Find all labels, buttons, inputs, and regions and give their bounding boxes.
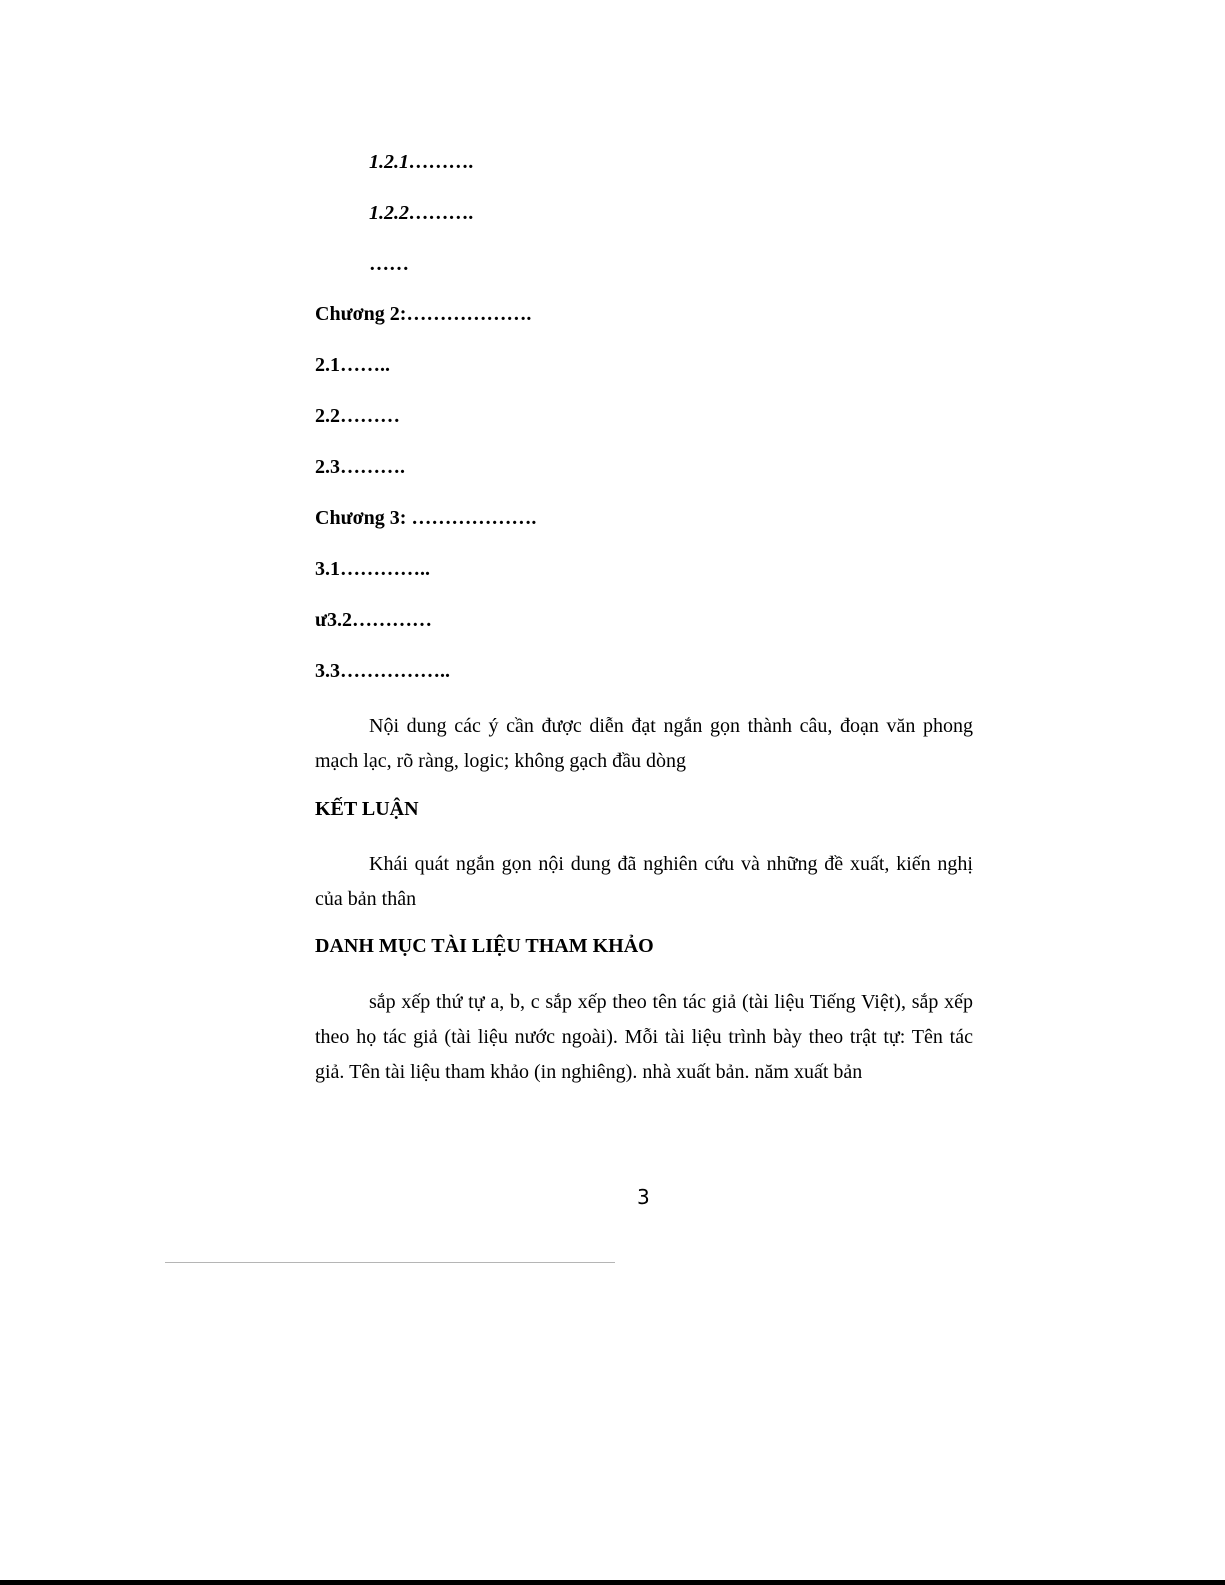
chapter-2-heading: Chương 2:………………. xyxy=(315,303,532,325)
conclusion-heading: KẾT LUẬN xyxy=(315,798,419,820)
outline-item-3-3: 3.3…………….. xyxy=(315,660,450,682)
body-note-paragraph: Nội dung các ý cần được diễn đạt ngắn gọn thành câu, đoạn văn phong mạch lạc, rõ ràng, logic; không gạch đầu dòng xyxy=(315,715,973,772)
references-heading: DANH MỤC TÀI LIỆU THAM KHẢO xyxy=(315,935,654,957)
page-bottom-edge xyxy=(0,1580,1225,1585)
outline-item-3-1: 3.1………….. xyxy=(315,558,430,580)
page-number: 3 xyxy=(637,1185,650,1209)
chapter-3-heading: Chương 3: ………………. xyxy=(315,507,537,529)
references-paragraph: sắp xếp thứ tự a, b, c sắp xếp theo tên tác giả (tài liệu Tiếng Việt), sắp xếp theo họ tác giả (tài liệu nước ngoài). Mỗi tài liệu trình bày theo trật tự: Tên tác giả. Tên tài liệu tham khảo (in nghiêng). nhà xuất bản. năm xuất bản xyxy=(315,991,973,1083)
outline-item-2-3: 2.3………. xyxy=(315,456,405,478)
outline-item-2-2: 2.2……… xyxy=(315,405,400,427)
conclusion-paragraph: Khái quát ngắn gọn nội dung đã nghiên cứu và những đề xuất, kiến nghị của bản thân xyxy=(315,853,973,910)
outline-item-2-1: 2.1…….. xyxy=(315,354,390,376)
outline-item-3-2: ư3.2………… xyxy=(315,609,433,631)
outline-item-1-2-2: 1.2.2………. xyxy=(369,202,474,224)
footnote-separator xyxy=(165,1262,615,1263)
outline-ellipsis: …… xyxy=(369,253,409,275)
outline-item-1-2-1: 1.2.1………. xyxy=(369,151,474,173)
